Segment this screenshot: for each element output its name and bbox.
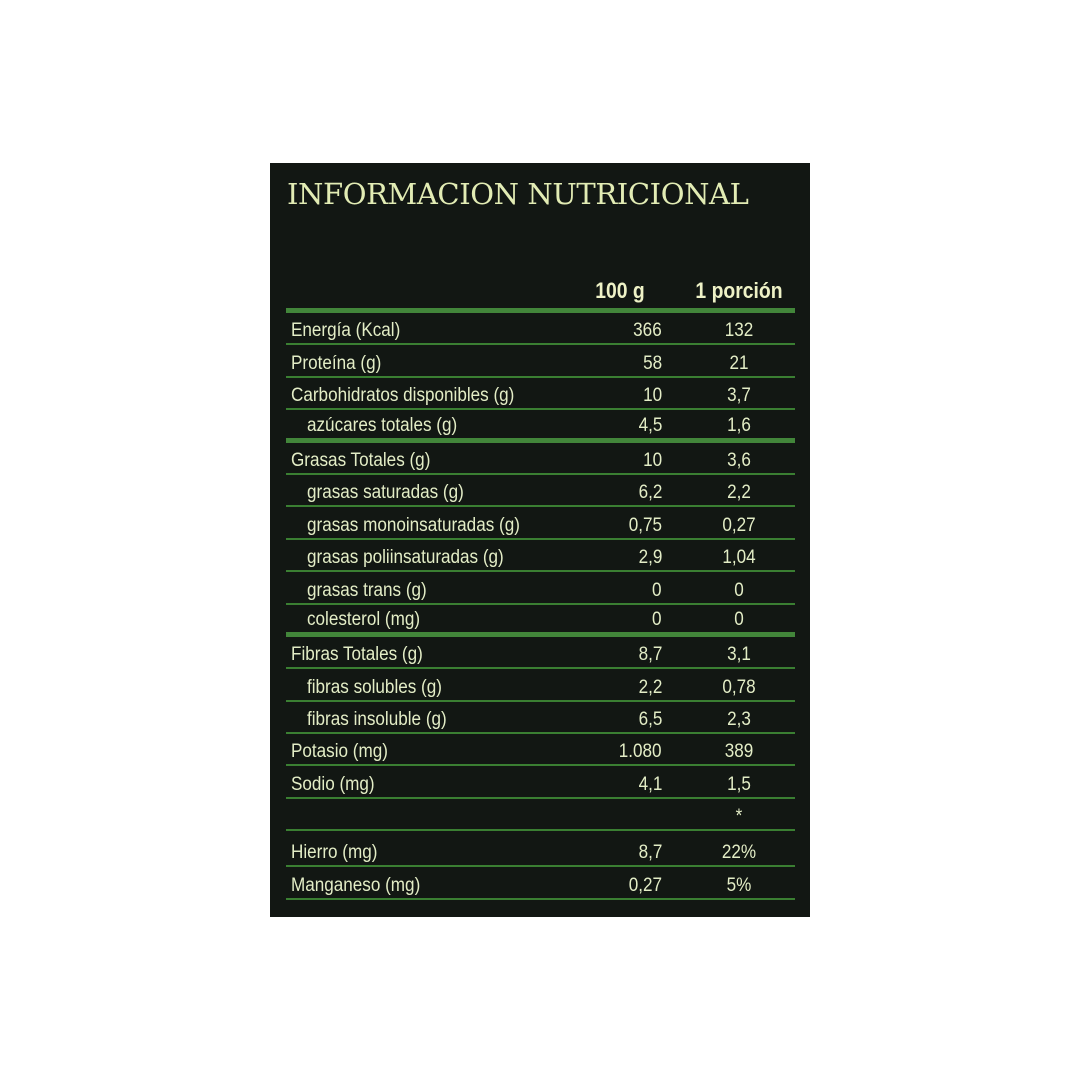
table-row: [286, 507, 795, 539]
nutrition-panel: [270, 163, 810, 917]
row-label: azúcares totales (g): [307, 414, 458, 436]
value-100g: 1.080: [619, 741, 662, 763]
table-row: [286, 475, 795, 507]
value-100g: 6,2: [638, 482, 662, 504]
row-label: Carbohidratos disponibles (g): [291, 385, 515, 407]
table-row: [286, 313, 795, 345]
table-row: [286, 378, 795, 410]
value-portion: 3,7: [727, 385, 751, 407]
value-portion: 389: [724, 741, 754, 763]
value-portion: 3,1: [727, 644, 751, 666]
table-row: [286, 831, 795, 867]
nutrition-table: [286, 313, 795, 900]
table-row: [286, 669, 795, 701]
row-label: Potasio (mg): [291, 741, 388, 763]
value-100g: 2,9: [638, 547, 662, 569]
row-label: colesterol (mg): [307, 608, 421, 630]
table-row: [286, 443, 795, 475]
value-100g: 0: [652, 579, 662, 601]
table-row: [286, 867, 795, 899]
value-100g: 4,1: [638, 773, 662, 795]
row-label: grasas saturadas (g): [307, 482, 464, 504]
row-label: fibras solubles (g): [307, 676, 442, 698]
table-row: [286, 540, 795, 572]
row-label: grasas poliinsaturadas (g): [307, 547, 504, 569]
row-label: Hierro (mg): [291, 842, 378, 864]
table-row: [286, 766, 795, 798]
value-100g: 366: [633, 320, 662, 342]
value-portion: 21: [729, 352, 749, 374]
table-row: [286, 734, 795, 766]
value-portion: 1,5: [727, 773, 751, 795]
panel-title: INFORMACION NUTRICIONAL: [287, 177, 749, 211]
row-label: Grasas Totales (g): [291, 449, 431, 471]
value-100g: 10: [642, 385, 662, 407]
value-100g: 0: [652, 608, 662, 630]
value-portion: 2,2: [727, 482, 751, 504]
value-portion: 0: [734, 608, 744, 630]
value-100g: 6,5: [638, 709, 662, 731]
row-label: Sodio (mg): [291, 773, 375, 795]
column-header-100g: 100 g: [595, 278, 645, 303]
table-row: [286, 605, 795, 637]
value-100g: 0,27: [628, 874, 662, 896]
value-portion: 2,3: [727, 709, 751, 731]
row-label: Fibras Totales (g): [291, 644, 423, 666]
table-row: [286, 702, 795, 734]
value-portion: 132: [724, 320, 754, 342]
value-portion: 1,04: [722, 547, 756, 569]
value-100g: 0,75: [628, 514, 662, 536]
row-label: Energía (Kcal): [291, 320, 401, 342]
row-label: grasas monoinsaturadas (g): [307, 514, 520, 536]
value-100g: 2,2: [638, 676, 662, 698]
table-row: [286, 345, 795, 377]
value-portion: 0,27: [722, 514, 756, 536]
row-label: grasas trans (g): [307, 579, 427, 601]
value-portion: 0: [734, 579, 744, 601]
value-100g: 10: [642, 449, 662, 471]
table-row: [286, 572, 795, 604]
value-portion: 3,6: [727, 449, 751, 471]
footnote-asterisk: *: [735, 806, 743, 828]
row-label: Proteína (g): [291, 352, 382, 374]
value-100g: 58: [642, 352, 662, 374]
value-portion: 0,78: [722, 676, 756, 698]
table-row: [286, 799, 795, 831]
value-100g: 8,7: [638, 842, 662, 864]
row-label: Manganeso (mg): [291, 874, 421, 896]
column-header-portion: 1 porción: [695, 278, 783, 303]
value-portion: 22%: [721, 842, 757, 864]
table-row: [286, 410, 795, 442]
value-100g: 4,5: [638, 414, 662, 436]
value-100g: 8,7: [638, 644, 662, 666]
value-portion: 5%: [726, 874, 752, 896]
value-portion: 1,6: [727, 414, 751, 436]
table-row: [286, 637, 795, 669]
row-label: fibras insoluble (g): [307, 709, 447, 731]
